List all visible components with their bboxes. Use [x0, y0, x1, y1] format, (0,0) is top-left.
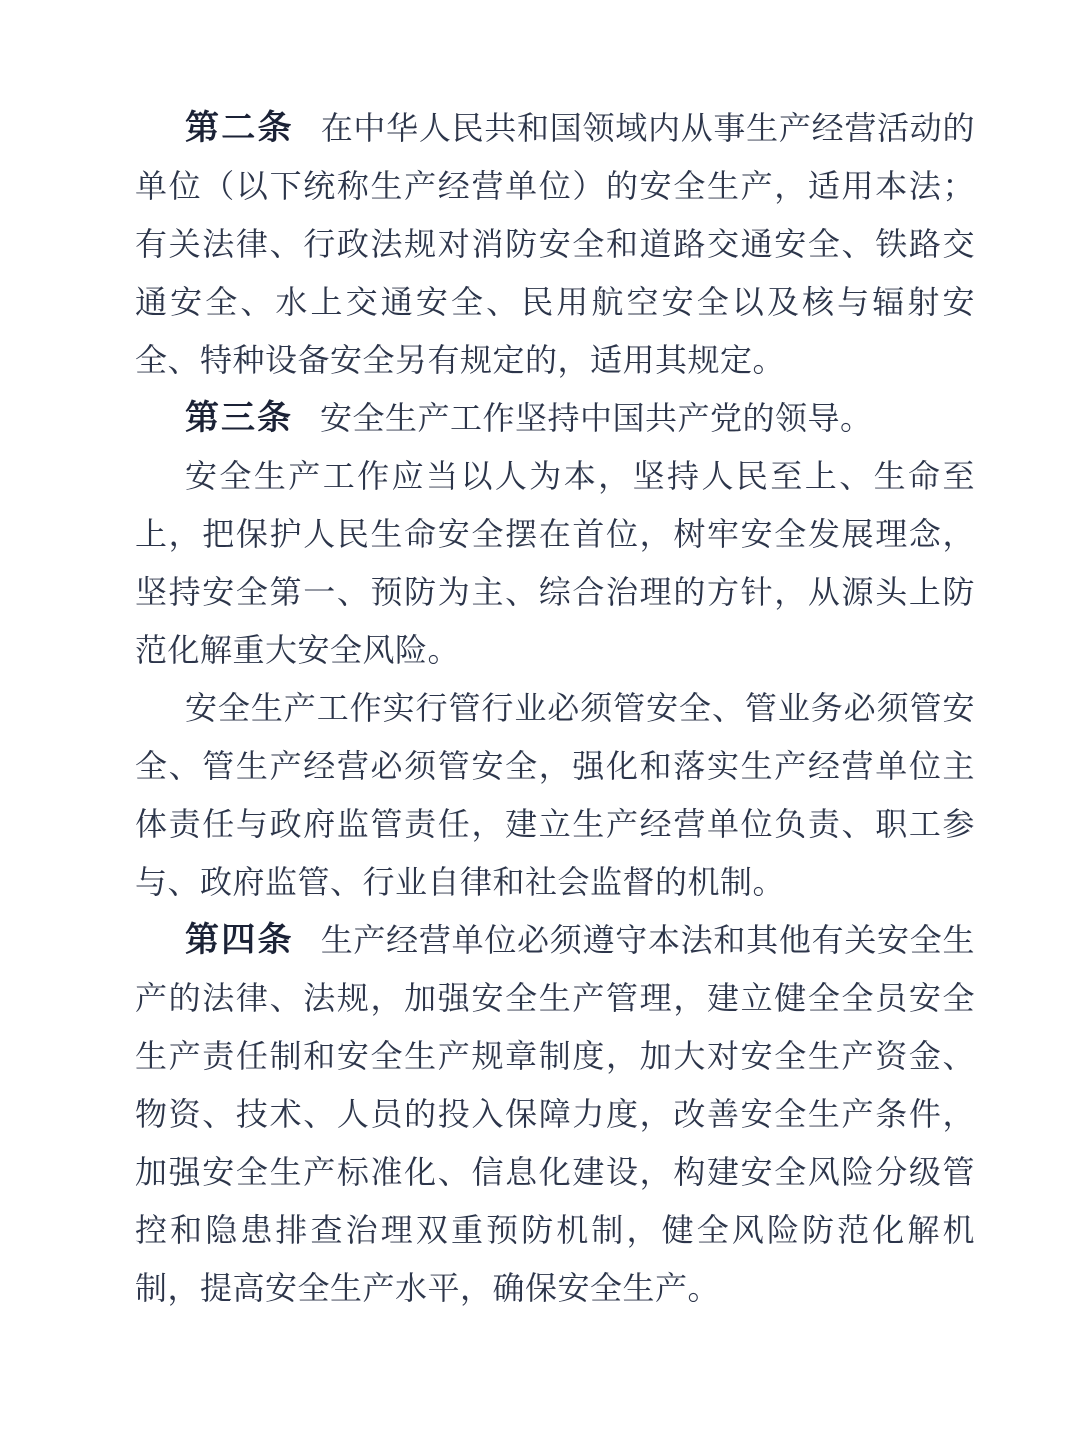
article-2-number-label: 第二条: [185, 109, 294, 147]
article-3-number-label: 第三条: [185, 399, 293, 437]
article-4-text: 生产经营单位必须遵守本法和其他有关安全生产的法律、法规，加强安全生产管理，建立健全全员安全生产责任制和安全生产规章制度，加大对安全生产资金、物资、技术、人员的投入保障力度，改善安全生产条件，加强安全生产标准化、信息化建设，构建安全风险分级管控和隐患排查治理双重预防机制，健全风险防范化解机制，提高安全生产水平，确保安全生产。: [135, 922, 975, 1306]
article-4-number-label: 第四条: [185, 921, 294, 959]
paragraph-article-3: [135, 389, 975, 447]
article-3-clause-2-text: 安全生产工作应当以人为本，坚持人民至上、生命至上，把保护人民生命安全摆在首位，树牢安全发展理念，坚持安全第一、预防为主、综合治理的方针，从源头上防范化解重大安全风险。: [135, 458, 975, 668]
paragraph-article-4: [135, 911, 975, 1317]
paragraph-article-3-clause-3: [135, 679, 975, 911]
paragraph-article-2: [135, 99, 975, 389]
document-text-block: [135, 99, 975, 1317]
paragraph-article-3-clause-2: [135, 447, 975, 679]
article-3-clause-3-text: 安全生产工作实行管行业必须管安全、管业务必须管安全、管生产经营必须管安全，强化和落实生产经营单位主体责任与政府监管责任，建立生产经营单位负责、职工参与、政府监管、行业自律和社会监督的机制。: [135, 690, 975, 900]
article-2-text: 在中华人民共和国领域内从事生产经营活动的单位（以下统称生产经营单位）的安全生产，适用本法；有关法律、行政法规对消防安全和道路交通安全、铁路交通安全、水上交通安全、民用航空安全以及核与辐射安全、特种设备安全另有规定的，适用其规定。: [135, 110, 975, 378]
article-3-text: 安全生产工作坚持中国共产党的领导。: [320, 400, 873, 436]
